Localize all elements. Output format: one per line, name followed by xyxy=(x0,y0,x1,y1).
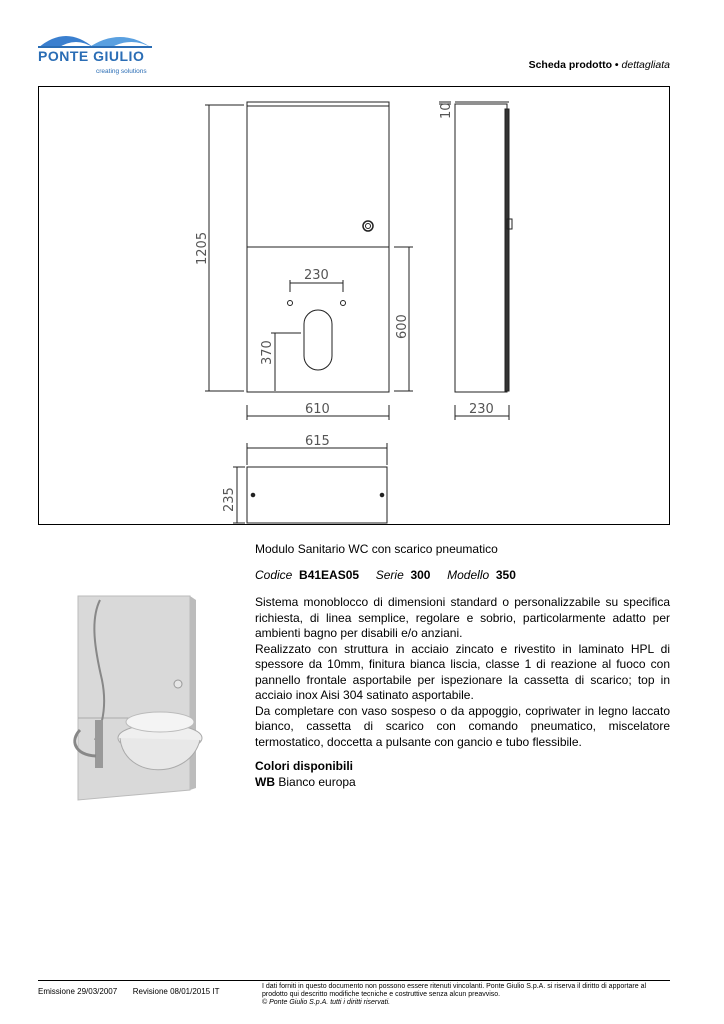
color-option: WB Bianco europa xyxy=(255,775,356,789)
footer-dates: Emissione 29/03/2007 Revisione 08/01/2015 IT xyxy=(38,987,220,996)
dim-hole-spacing: 230 xyxy=(304,268,329,283)
dim-side-depth: 230 xyxy=(469,402,494,417)
product-photo xyxy=(40,580,244,830)
dim-top-thickness: 10 xyxy=(439,102,454,119)
dim-height-total: 1205 xyxy=(195,231,210,265)
dim-front-width: 610 xyxy=(305,402,330,417)
document-type: Scheda prodotto • dettagliata xyxy=(528,59,670,71)
colors-title: Colori disponibili xyxy=(255,759,353,773)
dim-top-width: 615 xyxy=(305,434,330,449)
product-description: Sistema monoblocco di dimensioni standard o personalizzabile su specifica richiesta, di linea semplice, regolare e sobrio, particolarmente adatto per ambienti bagno per disabili e/o anziani. Realizzato con struttura in acciaio zincato e rivestito in laminato HPL di spessore da 10mm, finitura bianca liscia, classe 1 di reazione al fuoco con pannello frontale asportabile per ispezionare la cassetta di scarico; top in acciaio inox Aisi 304 satinato asportabile. Da completare con vaso sospeso o da appoggio, copriwater in legno laccato bianco, cassetta di scarico con comando pneumatico, miscelatore termostatico, doccetta a pulsante con gancio e tubo flessibile. xyxy=(255,595,670,749)
dim-outlet-height: 370 xyxy=(260,340,275,365)
dim-lower-panel: 600 xyxy=(395,314,410,339)
footer-divider xyxy=(38,980,670,981)
technical-drawing xyxy=(38,86,670,525)
dim-top-depth: 235 xyxy=(222,487,237,512)
product-title: Modulo Sanitario WC con scarico pneumatico xyxy=(255,542,498,556)
footer-disclaimer: I dati forniti in questo documento non possono essere ritenuti vincolanti. Ponte Giulio S.p.A. si riserva il diritto di apportare al prodotto qui descritto modifiche tecniche e costruttive senza alcun preavviso. © Ponte Giulio S.p.A. tutti i diritti riservati. xyxy=(262,983,647,1006)
brand-name: PONTE GIULIO xyxy=(38,48,145,64)
brand-tagline: creating solutions xyxy=(96,68,147,75)
product-codes: Codice B41EAS05 Serie 300 Modello 350 xyxy=(255,568,516,582)
